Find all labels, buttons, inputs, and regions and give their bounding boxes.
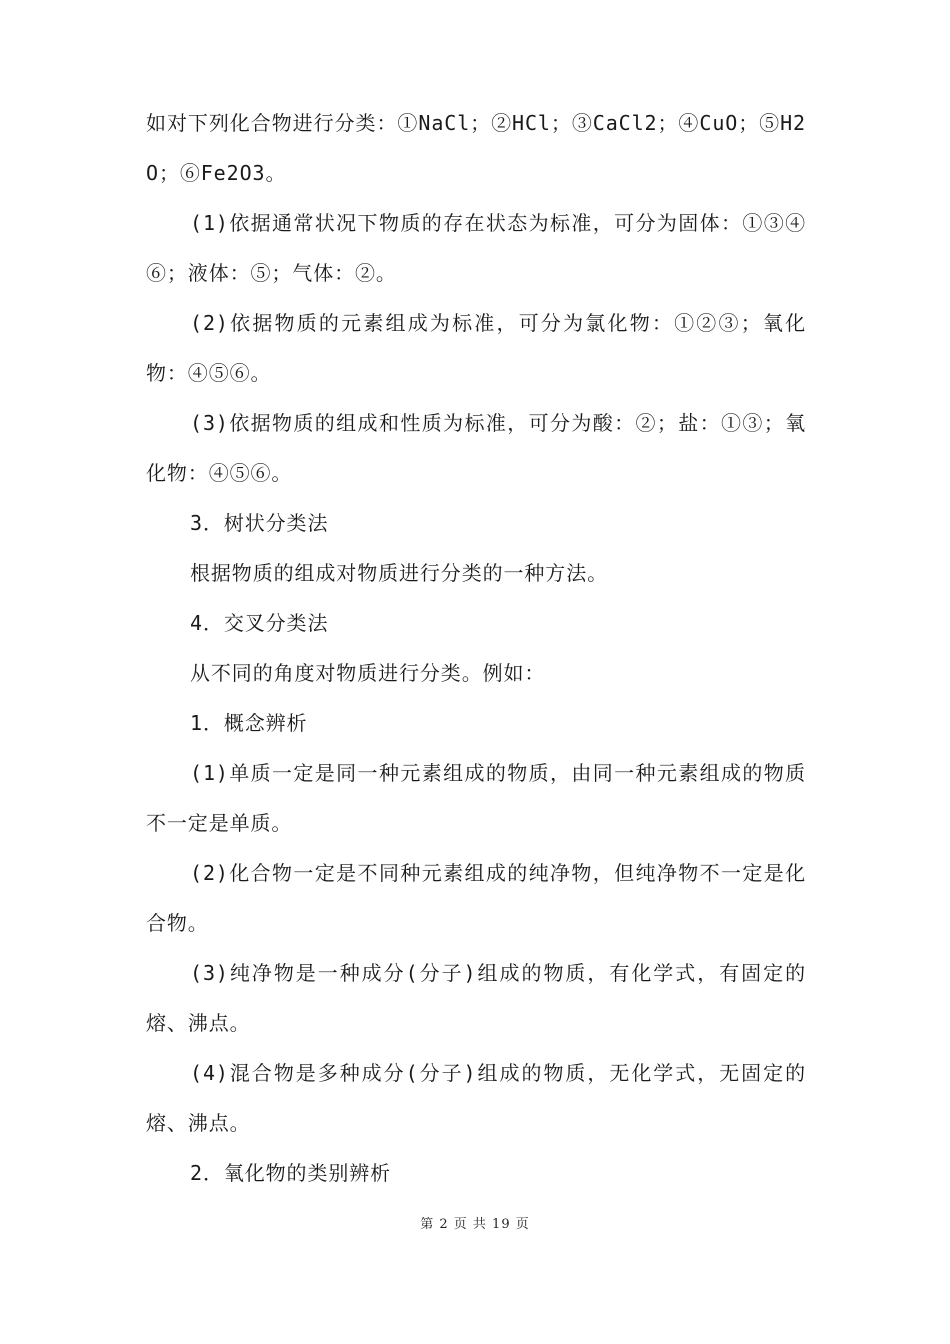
paragraph-concept-3: (3)纯净物是一种成分(分子)组成的物质，有化学式，有固定的熔、沸点。 [146,961,806,1035]
paragraph-concept-1: (1)单质一定是同一种元素组成的物质，由同一种元素组成的物质不一定是单质。 [146,761,806,835]
heading-tree-classification: 3．树状分类法 [190,511,329,535]
paragraph-classify-intro: 如对下列化合物进行分类：①NaCl；②HCl；③CaCl2；④CuO；⑤H2O；⑥Fe2O3。 [146,111,806,185]
heading-oxide-types: 2．氧化物的类别辨析 [190,1161,392,1185]
paragraph-cross-classification: 从不同的角度对物质进行分类。例如： [190,661,546,685]
paragraph-property-criterion: (3)依据物质的组成和性质为标准，可分为酸：②；盐：①③；氧化物：④⑤⑥。 [146,411,806,485]
page-number-footer: 第 2 页 共 19 页 [420,1217,530,1232]
heading-concept-analysis: 1．概念辨析 [190,711,308,735]
paragraph-tree-classification: 根据物质的组成对物质进行分类的一种方法。 [190,561,608,585]
paragraph-concept-4: (4)混合物是多种成分(分子)组成的物质，无化学式，无固定的熔、沸点。 [146,1061,806,1135]
document-body [146,98,806,1198]
paragraph-element-criterion: (2)依据物质的元素组成为标准，可分为氯化物：①②③；氧化物：④⑤⑥。 [146,311,806,385]
paragraph-state-criterion: (1)依据通常状况下物质的存在状态为标准，可分为固体：①③④⑥；液体：⑤；气体：②。 [146,211,806,285]
heading-cross-classification: 4．交叉分类法 [190,611,329,635]
paragraph-concept-2: (2)化合物一定是不同种元素组成的纯净物，但纯净物不一定是化合物。 [146,861,806,935]
